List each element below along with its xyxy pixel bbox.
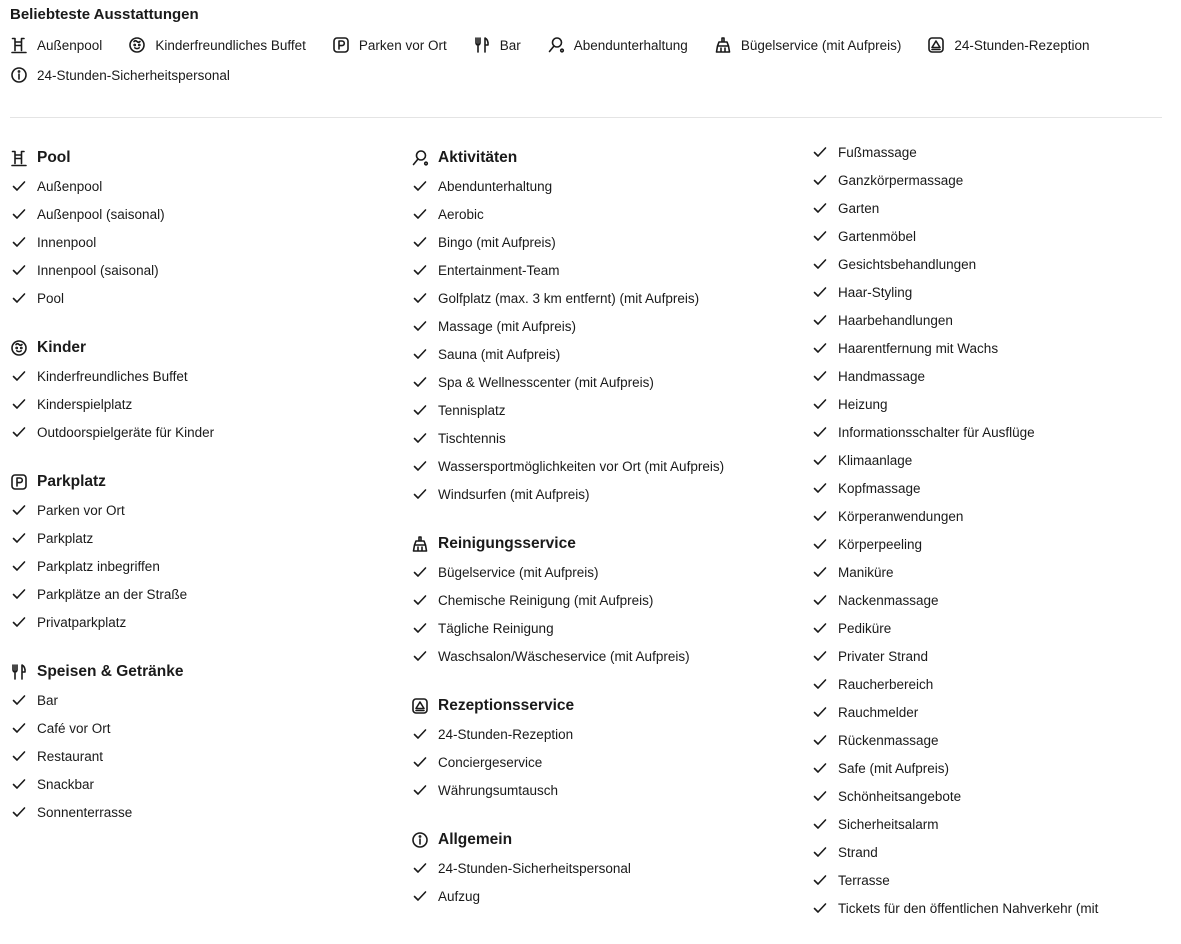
- check-icon: [10, 585, 28, 603]
- amenity-item: [811, 894, 1176, 922]
- check-icon: [811, 591, 829, 609]
- amenity-item: [811, 334, 1176, 362]
- amenity-group: [411, 530, 801, 670]
- check-icon: [411, 859, 429, 877]
- amenity-item: [811, 698, 1176, 726]
- check-icon: [411, 619, 429, 637]
- popular-amenity: [714, 30, 902, 60]
- popular-amenity: [473, 30, 521, 60]
- amenity-item: [811, 558, 1176, 586]
- amenity-item: [10, 714, 390, 742]
- amenity-label: Outdoorspielgeräte für Kinder: [37, 424, 215, 440]
- amenity-label: Windsurfen (mit Aufpreis): [438, 486, 590, 502]
- check-icon: [811, 171, 829, 189]
- amenity-label: Aufzug: [438, 888, 481, 904]
- check-icon: [811, 787, 829, 805]
- amenity-item: [10, 362, 390, 390]
- amenity-label: Chemische Reinigung (mit Aufpreis): [438, 592, 654, 608]
- amenity-item: [10, 580, 390, 608]
- child-icon: [128, 36, 146, 54]
- amenity-item: [10, 798, 390, 826]
- amenity-label: 24-Stunden-Sicherheitspersonal: [438, 860, 631, 876]
- group-heading: [411, 144, 801, 172]
- amenity-label: Sicherheitsalarm: [838, 816, 939, 832]
- amenity-item: [411, 340, 801, 368]
- amenity-label: Pool: [37, 290, 65, 306]
- amenity-label: Massage (mit Aufpreis): [438, 318, 577, 334]
- amenity-label: Restaurant: [37, 748, 104, 764]
- popular-amenity: [927, 30, 1089, 60]
- popular-amenity-label: Bar: [499, 37, 521, 53]
- check-icon: [411, 725, 429, 743]
- amenity-item: [10, 608, 390, 636]
- amenity-item: [10, 742, 390, 770]
- check-icon: [811, 647, 829, 665]
- check-icon: [411, 429, 429, 447]
- restaurant-icon: [473, 36, 491, 54]
- check-icon: [10, 501, 28, 519]
- group-title: Parkplatz: [37, 473, 106, 490]
- pool-icon: [10, 36, 28, 54]
- amenity-label: Innenpool (saisonal): [37, 262, 159, 278]
- check-icon: [10, 395, 28, 413]
- check-icon: [811, 395, 829, 413]
- amenity-label: Entertainment-Team: [438, 262, 560, 278]
- check-icon: [10, 719, 28, 737]
- amenity-item: [811, 838, 1176, 866]
- amenity-item: [811, 194, 1176, 222]
- amenity-group: [811, 138, 1176, 922]
- check-icon: [411, 485, 429, 503]
- amenity-item: [411, 748, 801, 776]
- check-icon: [811, 283, 829, 301]
- amenity-item: [811, 782, 1176, 810]
- check-icon: [411, 261, 429, 279]
- restaurant-icon: [10, 663, 28, 681]
- check-icon: [411, 887, 429, 905]
- amenity-label: Handmassage: [838, 368, 926, 384]
- amenity-item: [411, 368, 801, 396]
- check-icon: [411, 289, 429, 307]
- group-title: Reinigungsservice: [438, 535, 576, 552]
- parking-icon: [332, 36, 350, 54]
- reception-icon: [927, 36, 945, 54]
- amenity-group: [10, 334, 390, 446]
- amenity-label: Rückenmassage: [838, 732, 939, 748]
- amenity-item: [811, 530, 1176, 558]
- check-icon: [10, 529, 28, 547]
- amenity-item: [411, 614, 801, 642]
- amenity-label: Bügelservice (mit Aufpreis): [438, 564, 599, 580]
- amenity-item: [411, 720, 801, 748]
- check-icon: [411, 177, 429, 195]
- amenity-item: [811, 138, 1176, 166]
- group-title: Kinder: [37, 339, 87, 356]
- amenity-group: [411, 826, 801, 910]
- check-icon: [811, 227, 829, 245]
- amenity-label: Waschsalon/Wäscheservice (mit Aufpreis): [438, 648, 690, 664]
- amenity-item: [811, 502, 1176, 530]
- amenity-label: Garten: [838, 200, 880, 216]
- check-icon: [811, 759, 829, 777]
- amenity-item: [10, 770, 390, 798]
- amenity-label: Sonnenterrasse: [37, 804, 133, 820]
- amenity-label: Safe (mit Aufpreis): [838, 760, 950, 776]
- check-icon: [411, 205, 429, 223]
- check-icon: [10, 177, 28, 195]
- amenity-column-3: [811, 138, 1176, 944]
- amenity-item: [10, 200, 390, 228]
- popular-amenity: [547, 30, 688, 60]
- group-heading: [10, 144, 390, 172]
- cleaning-icon: [714, 36, 732, 54]
- amenity-label: Snackbar: [37, 776, 95, 792]
- popular-amenity-label: Parken vor Ort: [358, 37, 447, 53]
- amenity-item: [411, 586, 801, 614]
- amenity-item: [10, 496, 390, 524]
- amenity-item: [411, 642, 801, 670]
- amenity-item: [811, 278, 1176, 306]
- amenity-item: [811, 810, 1176, 838]
- amenity-label: Abendunterhaltung: [438, 178, 553, 194]
- check-icon: [10, 233, 28, 251]
- amenity-item: [10, 390, 390, 418]
- check-icon: [811, 703, 829, 721]
- amenity-label: Heizung: [838, 396, 888, 412]
- check-icon: [411, 753, 429, 771]
- check-icon: [811, 479, 829, 497]
- amenity-label: Außenpool (saisonal): [37, 206, 165, 222]
- check-icon: [10, 289, 28, 307]
- activities-icon: [411, 149, 429, 167]
- amenity-group: [411, 692, 801, 804]
- amenity-label: Parkplatz inbegriffen: [37, 558, 160, 574]
- popular-amenity-label: 24-Stunden-Sicherheitspersonal: [37, 67, 230, 83]
- amenity-label: Haarbehandlungen: [838, 312, 953, 328]
- check-icon: [811, 255, 829, 273]
- check-icon: [811, 731, 829, 749]
- amenity-item: [411, 312, 801, 340]
- group-title: Speisen & Getränke: [37, 663, 184, 680]
- amenity-item: [811, 474, 1176, 502]
- popular-amenity-label: Außenpool: [37, 37, 103, 53]
- amenity-item: [10, 256, 390, 284]
- amenity-item: [411, 284, 801, 312]
- amenity-label: Parkplatz: [37, 530, 94, 546]
- check-icon: [811, 843, 829, 861]
- check-icon: [411, 373, 429, 391]
- amenity-item: [10, 418, 390, 446]
- amenity-label: Währungsumtausch: [438, 782, 559, 798]
- amenity-label: Gesichtsbehandlungen: [838, 256, 977, 272]
- amenity-item: [811, 222, 1176, 250]
- amenity-item: [10, 686, 390, 714]
- group-heading: [10, 468, 390, 496]
- amenity-item: [411, 200, 801, 228]
- check-icon: [411, 563, 429, 581]
- amenity-label: Tickets für den öffentlichen Nahverkehr (mit: [838, 900, 1099, 916]
- popular-amenity-label: Kinderfreundliches Buffet: [155, 37, 306, 53]
- check-icon: [10, 775, 28, 793]
- check-icon: [10, 691, 28, 709]
- group-heading: [411, 530, 801, 558]
- amenity-label: Tennisplatz: [438, 402, 506, 418]
- amenity-label: Schönheitsangebote: [838, 788, 962, 804]
- amenity-label: Conciergeservice: [438, 754, 543, 770]
- child-icon: [10, 339, 28, 357]
- check-icon: [811, 339, 829, 357]
- amenity-group: [10, 658, 390, 826]
- amenity-item: [811, 670, 1176, 698]
- check-icon: [811, 619, 829, 637]
- amenity-label: Körperpeeling: [838, 536, 923, 552]
- check-icon: [10, 261, 28, 279]
- check-icon: [411, 345, 429, 363]
- amenity-label: Körperanwendungen: [838, 508, 964, 524]
- amenity-label: Kopfmassage: [838, 480, 921, 496]
- check-icon: [811, 507, 829, 525]
- popular-amenities: [10, 0, 1170, 90]
- check-icon: [10, 747, 28, 765]
- amenity-item: [811, 362, 1176, 390]
- check-icon: [811, 535, 829, 553]
- info-icon: [10, 66, 28, 84]
- amenity-item: [811, 250, 1176, 278]
- amenity-label: Terrasse: [838, 872, 890, 888]
- amenity-item: [10, 228, 390, 256]
- amenity-label: Fußmassage: [838, 144, 917, 160]
- amenity-item: [811, 390, 1176, 418]
- amenity-item: [411, 452, 801, 480]
- check-icon: [811, 143, 829, 161]
- amenity-item: [811, 166, 1176, 194]
- check-icon: [411, 591, 429, 609]
- amenity-group: [10, 144, 390, 312]
- amenity-label: Golfplatz (max. 3 km entfernt) (mit Aufpreis): [438, 290, 700, 306]
- amenity-item: [811, 446, 1176, 474]
- check-icon: [10, 205, 28, 223]
- group-title: Allgemein: [438, 831, 513, 848]
- check-icon: [411, 317, 429, 335]
- amenity-label: Bar: [37, 692, 59, 708]
- amenity-label: Maniküre: [838, 564, 894, 580]
- popular-amenities-title: Beliebteste Ausstattungen: [10, 6, 199, 23]
- amenity-label: Haarentfernung mit Wachs: [838, 340, 999, 356]
- check-icon: [811, 871, 829, 889]
- amenity-label: Informationsschalter für Ausflüge: [838, 424, 1035, 440]
- amenity-label: Raucherbereich: [838, 676, 934, 692]
- amenity-item: [411, 396, 801, 424]
- amenity-label: Spa & Wellnesscenter (mit Aufpreis): [438, 374, 654, 390]
- amenity-label: Parkplätze an der Straße: [37, 586, 188, 602]
- check-icon: [10, 367, 28, 385]
- check-icon: [811, 451, 829, 469]
- check-icon: [411, 401, 429, 419]
- amenity-item: [411, 558, 801, 586]
- amenity-label: Außenpool: [37, 178, 103, 194]
- popular-amenity-label: Bügelservice (mit Aufpreis): [740, 37, 902, 53]
- parking-icon: [10, 473, 28, 491]
- amenity-label: Sauna (mit Aufpreis): [438, 346, 561, 362]
- amenity-item: [811, 586, 1176, 614]
- popular-amenity-label: 24-Stunden-Rezeption: [954, 37, 1090, 53]
- amenity-item: [411, 424, 801, 452]
- amenity-item: [10, 172, 390, 200]
- check-icon: [811, 675, 829, 693]
- amenity-label: Privater Strand: [838, 648, 929, 664]
- amenity-item: [411, 172, 801, 200]
- amenity-item: [811, 306, 1176, 334]
- amenity-label: Wassersportmöglichkeiten vor Ort (mit Aufpreis): [438, 458, 725, 474]
- popular-amenity: [10, 60, 230, 90]
- amenity-group: [411, 144, 801, 508]
- amenity-column-2: [411, 144, 801, 932]
- check-icon: [411, 233, 429, 251]
- check-icon: [811, 563, 829, 581]
- amenity-item: [411, 882, 801, 910]
- reception-icon: [411, 697, 429, 715]
- popular-amenity-label: Abendunterhaltung: [573, 37, 688, 53]
- check-icon: [811, 311, 829, 329]
- check-icon: [411, 647, 429, 665]
- popular-amenity: [332, 30, 447, 60]
- check-icon: [411, 781, 429, 799]
- amenity-item: [811, 418, 1176, 446]
- amenity-item: [811, 866, 1176, 894]
- amenity-label: Aerobic: [438, 206, 484, 222]
- check-icon: [10, 557, 28, 575]
- check-icon: [10, 423, 28, 441]
- amenity-label: Bingo (mit Aufpreis): [438, 234, 556, 250]
- amenity-label: Pediküre: [838, 620, 892, 636]
- divider: [10, 117, 1162, 118]
- amenity-item: [811, 754, 1176, 782]
- check-icon: [811, 199, 829, 217]
- amenity-item: [411, 228, 801, 256]
- amenity-item: [411, 480, 801, 508]
- amenity-item: [10, 552, 390, 580]
- group-heading: [10, 334, 390, 362]
- amenity-item: [10, 284, 390, 312]
- cleaning-icon: [411, 535, 429, 553]
- amenity-label: Parken vor Ort: [37, 502, 125, 518]
- amenity-label: Nackenmassage: [838, 592, 939, 608]
- check-icon: [811, 423, 829, 441]
- amenity-label: 24-Stunden-Rezeption: [438, 726, 574, 742]
- check-icon: [10, 803, 28, 821]
- amenity-item: [811, 614, 1176, 642]
- group-title: Rezeptionsservice: [438, 697, 575, 714]
- amenity-group: [10, 468, 390, 636]
- group-title: Aktivitäten: [438, 149, 518, 166]
- amenity-label: Tischtennis: [438, 430, 506, 446]
- group-heading: [411, 826, 801, 854]
- amenity-item: [411, 854, 801, 882]
- check-icon: [811, 815, 829, 833]
- amenity-label: Privatparkplatz: [37, 614, 127, 630]
- amenity-column-1: [10, 144, 390, 848]
- amenity-label: Innenpool: [37, 234, 97, 250]
- check-icon: [411, 457, 429, 475]
- check-icon: [811, 899, 829, 917]
- activities-icon: [547, 36, 565, 54]
- amenity-label: Klimaanlage: [838, 452, 913, 468]
- info-icon: [411, 831, 429, 849]
- amenity-item: [811, 642, 1176, 670]
- amenity-item: [811, 726, 1176, 754]
- popular-amenity: [10, 30, 102, 60]
- check-icon: [10, 613, 28, 631]
- amenity-label: Haar-Styling: [838, 284, 913, 300]
- group-heading: [411, 692, 801, 720]
- amenity-item: [10, 524, 390, 552]
- group-heading: [10, 658, 390, 686]
- amenity-item: [411, 256, 801, 284]
- amenity-label: Gartenmöbel: [838, 228, 917, 244]
- pool-icon: [10, 149, 28, 167]
- popular-amenities-list: [10, 30, 1160, 90]
- amenity-label: Café vor Ort: [37, 720, 111, 736]
- amenity-label: Tägliche Reinigung: [438, 620, 554, 636]
- check-icon: [811, 367, 829, 385]
- amenity-label: Rauchmelder: [838, 704, 919, 720]
- amenity-item: [411, 776, 801, 804]
- amenity-label: Kinderspielplatz: [37, 396, 133, 412]
- amenity-label: Kinderfreundliches Buffet: [37, 368, 188, 384]
- amenity-label: Ganzkörpermassage: [838, 172, 964, 188]
- group-title: Pool: [37, 149, 71, 166]
- popular-amenity: [128, 30, 306, 60]
- amenity-label: Strand: [838, 844, 878, 860]
